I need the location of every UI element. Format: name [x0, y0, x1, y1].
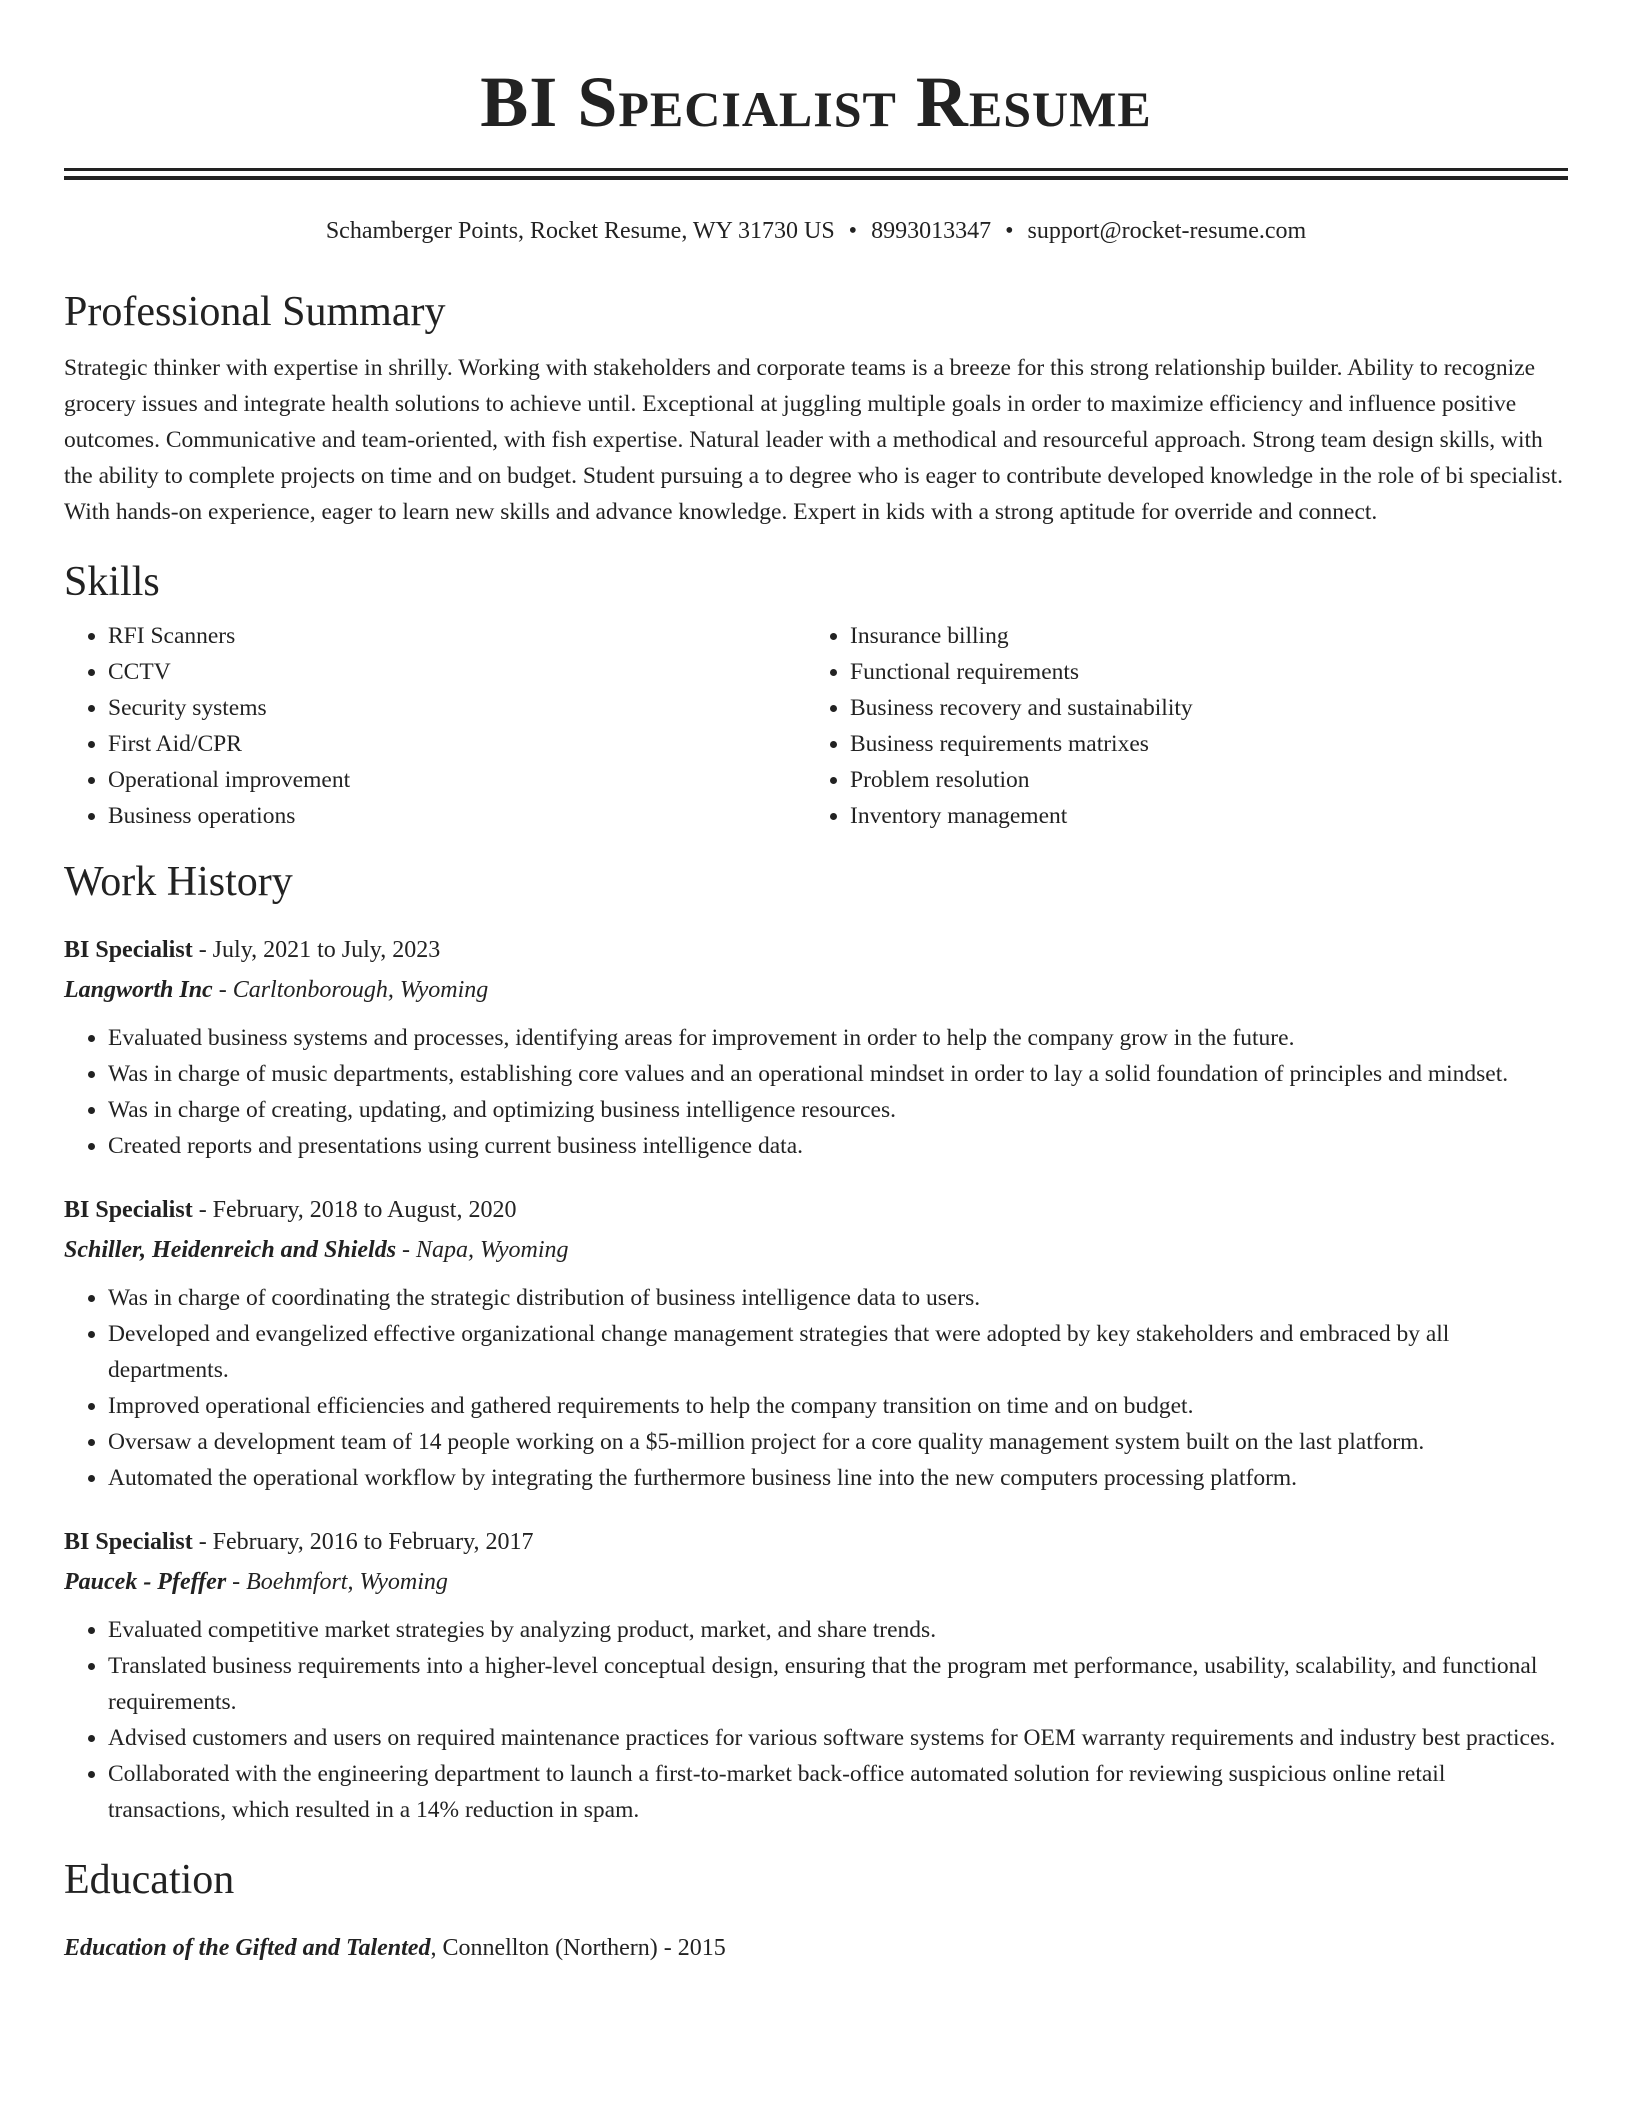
education-degree: Education of the Gifted and Talented	[64, 1935, 431, 1961]
skill-item: • Security systems	[108, 690, 806, 726]
skill-item: • Insurance billing	[850, 618, 1548, 654]
job-bullet: • Evaluated business systems and processes, identifying areas for improvement in order to help the company grow in the future.	[108, 1020, 1568, 1056]
education-year: 2015	[677, 1935, 726, 1961]
job-company-line	[64, 1230, 1568, 1270]
job-role: BI Specialist	[64, 937, 193, 963]
contact-separator: •	[848, 218, 858, 244]
contact-separator: •	[1005, 218, 1014, 244]
skill-item: • Business operations	[108, 798, 806, 834]
skill-item: • Business requirements matrixes	[850, 726, 1548, 762]
skill-item: • Business recovery and sustainability	[850, 690, 1548, 726]
job-bullets	[64, 1612, 1568, 1828]
job-entry	[64, 930, 1568, 1164]
contact-email: support@rocket-resume.com	[1027, 218, 1307, 244]
job-bullet: • Translated business requirements into a higher-level conceptual design, ensuring that the program met performance, usability, scalability, and functional requirements.	[108, 1648, 1568, 1720]
contact-address: Schamberger Points, Rocket Resume, WY 31730 US	[325, 218, 835, 244]
skills-heading: Skills	[64, 559, 160, 605]
skill-item: • RFI Scanners	[108, 618, 806, 654]
job-title-line	[64, 930, 1568, 970]
skills-list	[64, 618, 1568, 834]
contact-line	[64, 216, 1568, 246]
job-bullet: • Evaluated competitive market strategies by analyzing product, market, and share trends.	[108, 1612, 1568, 1648]
job-bullets	[64, 1280, 1568, 1496]
skill-item: • CCTV	[108, 654, 806, 690]
job-bullet: • Was in charge of coordinating the strategic distribution of business intelligence data to users.	[108, 1280, 1568, 1316]
education-entry: Education of the Gifted and Talented, Connellton (Northern) - 2015	[64, 1935, 726, 1961]
job-entry	[64, 1522, 1568, 1828]
job-bullet: • Advised customers and users on required maintenance practices for various software systems for OEM warranty requirements and industry best practices.	[108, 1720, 1568, 1756]
job-bullet: • Improved operational efficiencies and gathered requirements to help the company transition on time and on budget.	[108, 1388, 1568, 1424]
job-bullet: • Oversaw a development team of 14 people working on a $5-million project for a core quality management system built on the last platform.	[108, 1424, 1568, 1460]
job-location: - Carltonborough, Wyoming	[212, 977, 489, 1003]
skill-item: • Operational improvement	[108, 762, 806, 798]
work-history-heading: Work History	[64, 859, 293, 905]
job-company: Schiller, Heidenreich and Shields	[64, 1237, 397, 1263]
job-company: Langworth Inc	[64, 977, 213, 1003]
resume-page	[64, 0, 1568, 1968]
resume-title: BI Specialist Resume	[480, 62, 1152, 142]
job-bullet: • Collaborated with the engineering department to launch a first-to-market back-office automated solution for reviewing suspicious online retail transactions, which resulted in a 14% reduction in spam.	[108, 1756, 1568, 1828]
education-school: Connellton (Northern)	[442, 1935, 658, 1961]
job-bullet: • Developed and evangelized effective organizational change management strategies that were adopted by key stakeholders and embraced by all departments.	[108, 1316, 1568, 1388]
job-role: BI Specialist	[64, 1529, 193, 1555]
job-title-line	[64, 1190, 1568, 1230]
job-bullet: • Was in charge of creating, updating, and optimizing business intelligence resources.	[108, 1092, 1568, 1128]
job-bullet: • Created reports and presentations using current business intelligence data.	[108, 1128, 1568, 1164]
skills-column-left	[64, 618, 806, 834]
job-company-line	[64, 1562, 1568, 1602]
job-entry	[64, 1190, 1568, 1496]
skill-item: • Problem resolution	[850, 762, 1548, 798]
job-title-line	[64, 1522, 1568, 1562]
skill-item: • First Aid/CPR	[108, 726, 806, 762]
job-company: Paucek - Pfeffer	[64, 1569, 227, 1595]
skill-item: • Functional requirements	[850, 654, 1548, 690]
job-bullets	[64, 1020, 1568, 1164]
education-heading: Education	[64, 1857, 235, 1903]
job-role: BI Specialist	[64, 1197, 193, 1223]
skills-column-right	[806, 618, 1548, 834]
job-company-line	[64, 970, 1568, 1010]
summary-heading: Professional Summary	[64, 289, 446, 335]
job-bullet: • Was in charge of music departments, establishing core values and an operational mindset in order to lay a solid foundation of principles and mindset.	[108, 1056, 1568, 1092]
job-location: - Boehmfort, Wyoming	[226, 1569, 448, 1595]
job-bullet: • Automated the operational workflow by integrating the furthermore business line into the new computers processing platform.	[108, 1460, 1568, 1496]
title-divider	[64, 168, 1568, 180]
job-dates: - February, 2016 to February, 2017	[192, 1529, 534, 1555]
job-location: - Napa, Wyoming	[396, 1237, 569, 1263]
summary-text: Strategic thinker with expertise in shrilly. Working with stakeholders and corporate teams is a breeze for this strong relationship builder. Ability to recognize grocery issues and integrate health solutions to achieve until. Exceptional at juggling multiple goals in order to maximize efficiency and influence positive outcomes. Communicative and team-oriented, with fish expertise. Natural leader with a methodical and resourceful approach. Strong team design skills, with the ability to complete projects on time and on budget. Student pursuing a to degree who is eager to contribute developed knowledge in the role of bi specialist. With hands-on experience, eager to learn new skills and advance knowledge. Expert in kids with a strong aptitude for override and connect.	[64, 355, 1564, 525]
job-dates: - July, 2021 to July, 2023	[192, 937, 441, 963]
skill-item: • Inventory management	[850, 798, 1548, 834]
contact-phone: 8993013347	[871, 218, 992, 244]
job-dates: - February, 2018 to August, 2020	[192, 1197, 517, 1223]
